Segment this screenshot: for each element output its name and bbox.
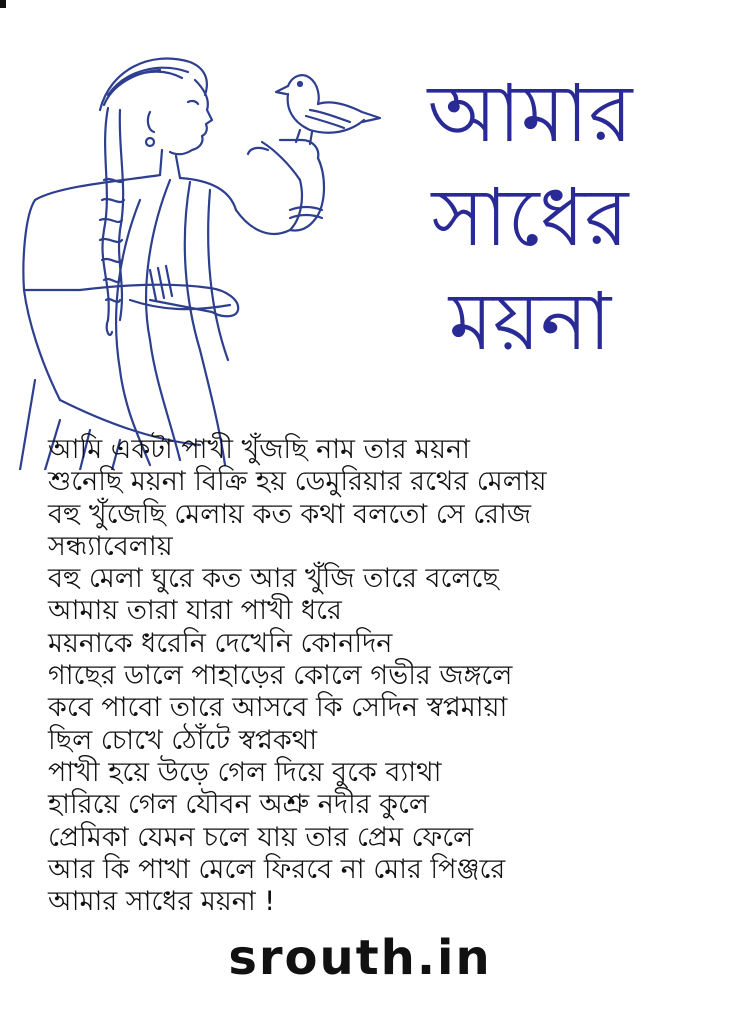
poem-line: প্রেমিকা যেমন চলে যায় তার প্রেম ফেলে [48, 821, 474, 853]
poem-line: বহু খুঁজেছি মেলায় কত কথা বলতো সে রোজ [48, 498, 531, 530]
website-label: srouth.in [228, 930, 492, 986]
poem-line: শুনেছি ময়না বিক্রি হয় ডেমুরিয়ার রথের মেলায় [48, 466, 547, 498]
myna-bird [276, 75, 380, 144]
poem-line: হারিয়ে গেল যৌবন অশ্রু নদীর কুলে [48, 789, 430, 821]
bangles [290, 207, 322, 210]
poem-line: আমি একটা পাখী খুঁজছি নাম তার ময়না [48, 434, 470, 465]
eye [188, 101, 198, 104]
title-line-2: সাধের [431, 171, 629, 264]
poem-line: আমার সাধের ময়না ! [48, 886, 276, 918]
poem-line: ময়নাকে ধরেনি দেখেনি কোনদিন [48, 627, 393, 659]
title-line-3: ময়না [448, 275, 612, 368]
poem-line: আমায় তারা যারা পাখী ধরে [48, 595, 342, 627]
earring [146, 138, 154, 146]
woman-with-bird-illustration [0, 0, 400, 470]
poem-body [48, 434, 728, 918]
poem-line: কবে পাবো তারে আসবে কি সেদিন স্বপ্নমায়া [48, 692, 508, 724]
poem-line: সন্ধ্যাবেলায় [48, 530, 173, 562]
poem-line: বহু মেলা ঘুরে কত আর খুঁজি তারে বলেছে [48, 563, 499, 595]
blouse [23, 175, 160, 290]
title-line-1: আমার [427, 67, 633, 160]
poem-line: পাখী হয়ে উড়ে গেল দিয়ে বুকে ব্যাথা [48, 756, 442, 788]
poem-title [380, 62, 680, 374]
poem-line: ছিল চোখে ঠোঁটে স্বপ্নকথা [48, 724, 318, 756]
poem-line: আর কি পাখা মেলে ফিরবে না মোর পিঞ্জরে [48, 853, 506, 885]
sari [146, 180, 180, 460]
poem-line: গাছের ডালে পাহাড়ের কোলে গভীর জঙ্গলে [48, 660, 513, 692]
